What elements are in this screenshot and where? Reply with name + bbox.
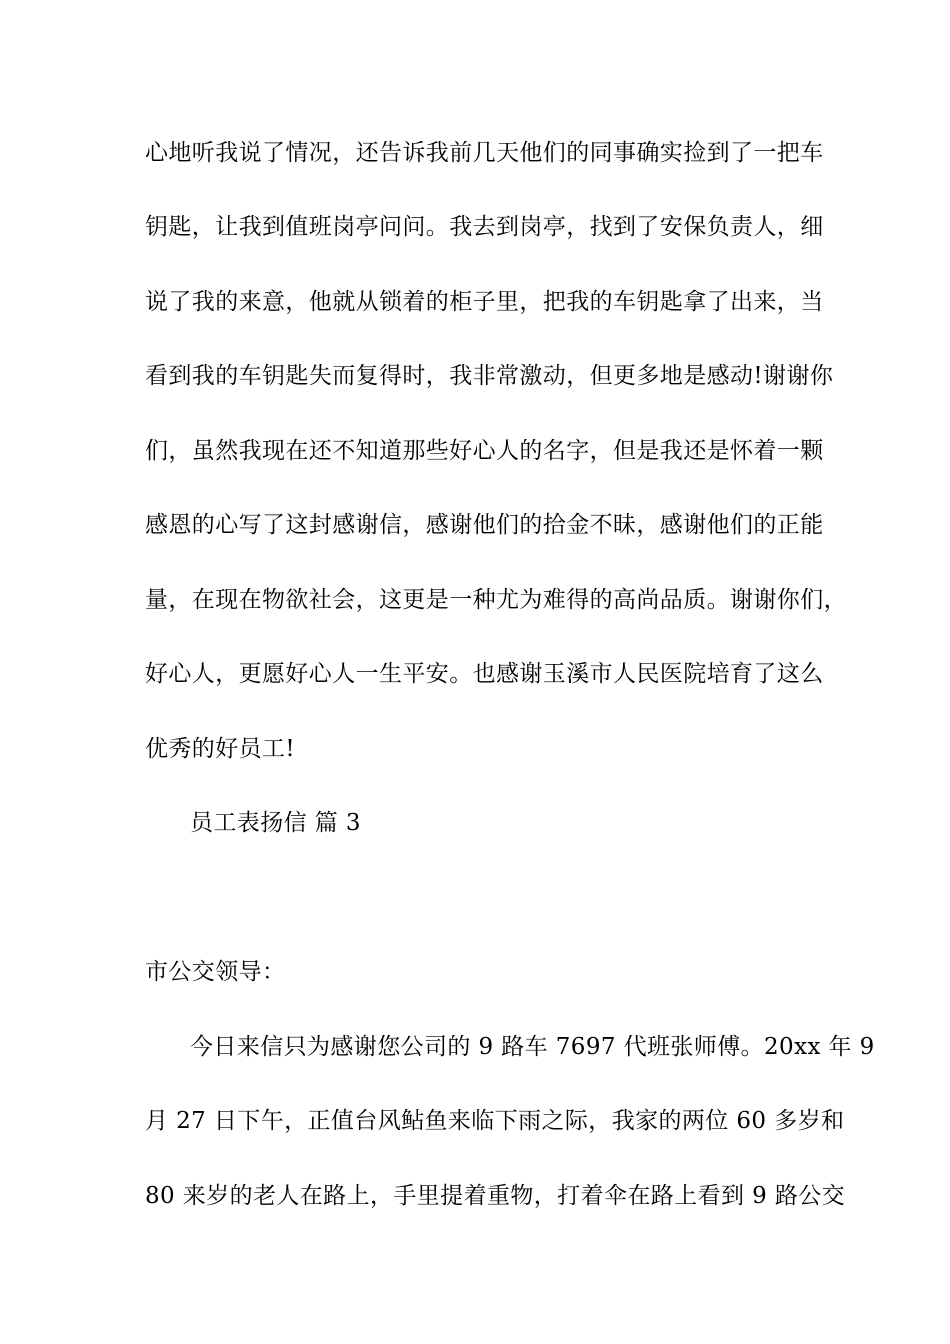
salutation: 市公交领导： <box>145 959 286 985</box>
body-text-line: 钥匙，让我到值班岗亭问问。我去到岗亭，找到了安保负责人，细 <box>145 214 824 240</box>
body-text-line: 今日来信只为感谢您公司的 9 路车 7697 代班张师傅。20xx 年 9 <box>190 1034 875 1060</box>
body-text-line: 看到我的车钥匙失而复得时，我非常激动，但更多地是感动!谢谢你 <box>145 363 834 389</box>
body-text-line: 心地听我说了情况，还告诉我前几天他们的同事确实捡到了一把车 <box>145 140 824 166</box>
body-text-line: 量，在现在物欲社会，这更是一种尤为难得的高尚品质。谢谢你们， <box>145 587 847 613</box>
body-text-line: 优秀的好员工! <box>145 736 296 762</box>
body-text-line: 80 来岁的老人在路上，手里提着重物，打着伞在路上看到 9 路公交 <box>145 1183 846 1209</box>
body-text-line: 说了我的来意，他就从锁着的柜子里，把我的车钥匙拿了出来，当 <box>145 289 824 315</box>
section-heading: 员工表扬信 篇 3 <box>190 810 361 836</box>
body-text-line: 感恩的心写了这封感谢信，感谢他们的拾金不昧，感谢他们的正能 <box>145 512 824 538</box>
body-text-line: 们，虽然我现在还不知道那些好心人的名字，但是我还是怀着一颗 <box>145 438 824 464</box>
body-text-line: 好心人，更愿好心人一生平安。也感谢玉溪市人民医院培育了这么 <box>145 661 824 687</box>
body-text-line: 月 27 日下午，正值台风鲇鱼来临下雨之际，我家的两位 60 多岁和 <box>145 1108 845 1134</box>
